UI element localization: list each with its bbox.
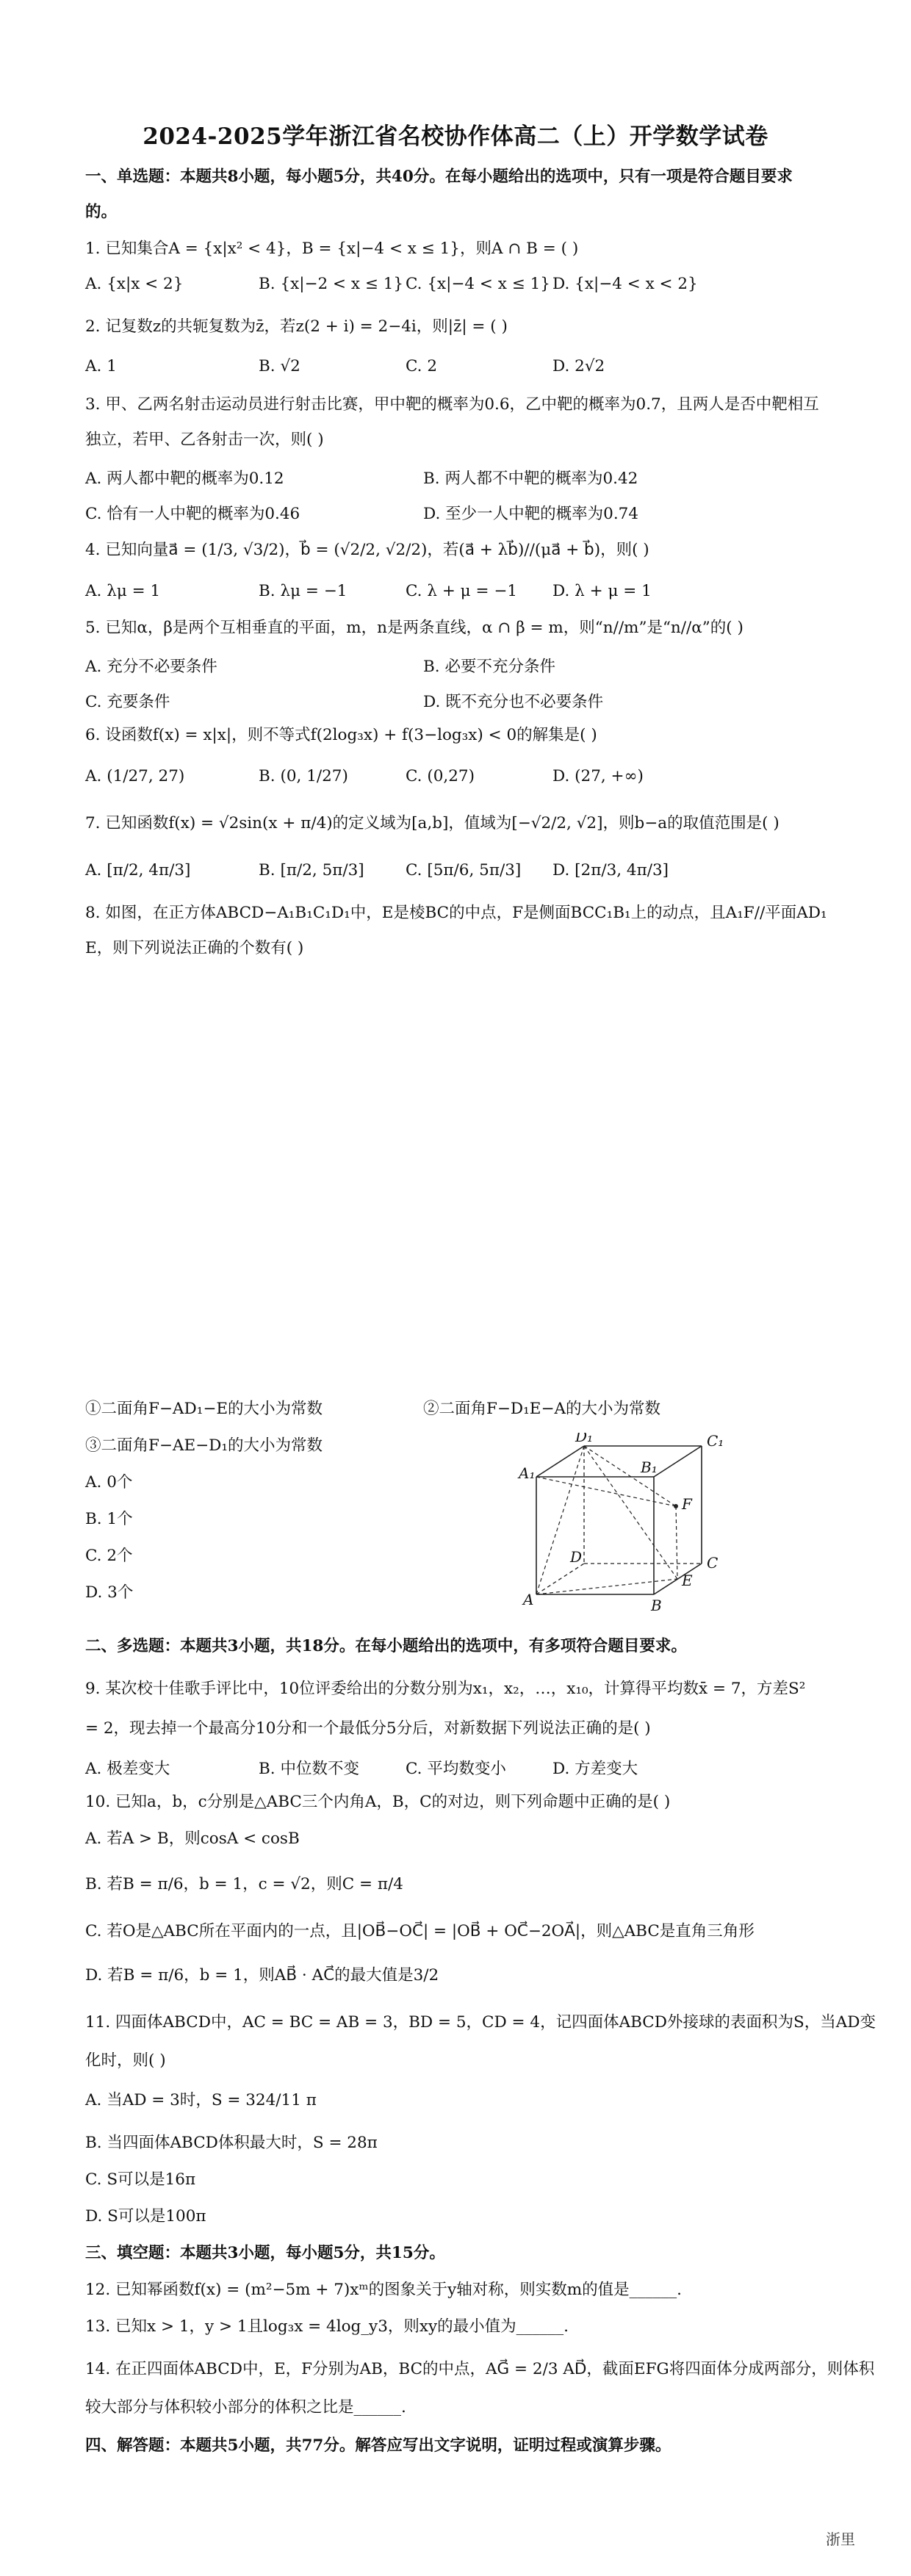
section1-heading-cont: 的。 — [85, 203, 118, 221]
q9-option-c: C. 平均数变小 — [406, 1760, 506, 1778]
label-a: A — [523, 1591, 534, 1608]
line-d1f — [584, 1446, 676, 1506]
label-b: B — [651, 1597, 662, 1614]
cube-figure — [514, 1433, 779, 1653]
q9-option-d: D. 方差变大 — [552, 1760, 638, 1778]
q4-option-a: A. λμ = 1 — [85, 582, 161, 600]
line-a1f — [536, 1477, 676, 1506]
q1-option-c: C. {x|−4 < x ≤ 1} — [406, 275, 550, 293]
label-c: C — [707, 1554, 719, 1572]
label-e: E — [682, 1572, 693, 1589]
q5-option-c: C. 充要条件 — [85, 693, 170, 711]
q3-option-d: D. 至少一人中靶的概率为0.74 — [423, 505, 639, 523]
q7-option-d: D. [2π/3, 4π/3] — [552, 861, 669, 879]
q3-option-a: A. 两人都中靶的概率为0.12 — [85, 469, 284, 488]
q5-option-d: D. 既不充分也不必要条件 — [423, 693, 604, 711]
q8-option-a: A. 0个 — [85, 1473, 133, 1492]
q11-stem: 11. 四面体ABCD中，AC = BC = AB = 3，BD = 5，CD = 4，记四面体ABCD外接球的表面积为S，当AD变 — [85, 2013, 876, 2032]
label-a1: A₁ — [519, 1464, 536, 1482]
q3-option-b: B. 两人都不中靶的概率为0.42 — [423, 469, 638, 488]
q2-option-d: D. 2√2 — [552, 357, 605, 375]
q5-option-a: A. 充分不必要条件 — [85, 658, 217, 676]
q7-option-a: A. [π/2, 4π/3] — [85, 861, 191, 879]
line-fe — [676, 1506, 677, 1579]
q9-stem-cont: = 2，现去掉一个最高分10分和一个最低分5分后，对新数据下列说法正确的是( ) — [85, 1719, 651, 1738]
q12-stem: 12. 已知幂函数f(x) = (m²−5m + 7)xᵐ的图象关于y轴对称，则实数m的值是______. — [85, 2281, 682, 2299]
q1-option-d: D. {x|−4 < x < 2} — [552, 275, 698, 293]
q2-option-c: C. 2 — [406, 357, 438, 375]
line-ae — [536, 1579, 677, 1594]
q9-option-b: B. 中位数不变 — [259, 1760, 359, 1778]
q4-option-d: D. λ + μ = 1 — [552, 582, 652, 600]
line-d1e — [584, 1446, 677, 1579]
q4-stem: 4. 已知向量a⃗ = (1/3, √3/2)，b⃗ = (√2/2, √2/2)，若(a⃗ + λb⃗)//(μa⃗ + b⃗)，则( ) — [85, 541, 649, 559]
q3-option-c: C. 恰有一人中靶的概率为0.46 — [85, 505, 300, 523]
label-f: F — [682, 1495, 692, 1513]
q11-option-b: B. 当四面体ABCD体积最大时，S = 28π — [85, 2134, 378, 2152]
q10-option-c: C. 若O是△ABC所在平面内的一点，且|OB⃗−OC⃗| = |OB⃗ + OC⃗−2OA⃗|，则△ABC是直角三角形 — [85, 1922, 755, 1940]
q7-stem: 7. 已知函数f(x) = √2sin(x + π/4)的定义域为[a,b]，值域为[−√2/2, √2]，则b−a的取值范围是( ) — [85, 814, 779, 832]
q1-option-a: A. {x|x < 2} — [85, 275, 184, 293]
label-c1: C₁ — [707, 1433, 724, 1450]
q2-option-b: B. √2 — [259, 357, 300, 375]
q5-option-b: B. 必要不充分条件 — [423, 658, 555, 676]
q8-option-b: B. 1个 — [85, 1510, 133, 1528]
q8-stem: 8. 如图，在正方体ABCD−A₁B₁C₁D₁中，E是棱BC的中点，F是侧面BCC₁B₁上的动点，且A₁F//平面AD₁ — [85, 904, 827, 922]
q8-stem-cont: E，则下列说法正确的个数有( ) — [85, 939, 304, 957]
q8-statement-3: ③二面角F−AE−D₁的大小为常数 — [85, 1436, 323, 1455]
section1-heading: 一、单选题：本题共8小题，每小题5分，共40分。在每小题给出的选项中，只有一项是符合题目要求 — [85, 168, 793, 186]
label-b1: B₁ — [641, 1458, 658, 1476]
edge-b1c1 — [654, 1446, 702, 1477]
q9-stem: 9. 某次校十佳歌手评比中，10位评委给出的分数分别为x₁，x₂，…，x₁₀，计算得平均数x̄ = 7，方差S² — [85, 1680, 806, 1698]
q8-option-d: D. 3个 — [85, 1583, 134, 1602]
label-d1: D₁ — [575, 1433, 594, 1445]
q2-option-a: A. 1 — [85, 357, 117, 375]
section2-heading: 二、多选题：本题共3小题，共18分。在每小题给出的选项中，有多项符合题目要求。 — [85, 1637, 687, 1655]
section4-heading: 四、解答题：本题共5小题，共77分。解答应写出文字说明，证明过程或演算步骤。 — [85, 2436, 671, 2455]
q3-stem: 3. 甲、乙两名射击运动员进行射击比赛，甲中靶的概率为0.6，乙中靶的概率为0.7，且两人是否中靶相互 — [85, 395, 819, 414]
q7-option-b: B. [π/2, 5π/3] — [259, 861, 364, 879]
q11-option-d: D. S可以是100π — [85, 2207, 206, 2226]
q8-option-c: C. 2个 — [85, 1547, 133, 1565]
q6-option-a: A. (1/27, 27) — [85, 767, 185, 785]
q11-option-a: A. 当AD = 3时，S = 324/11 π — [85, 2091, 317, 2109]
q1-stem: 1. 已知集合A = {x|x² < 4}，B = {x|−4 < x ≤ 1}，则A ∩ B = ( ) — [85, 240, 579, 258]
q11-option-c: C. S可以是16π — [85, 2170, 196, 2189]
q10-option-b: B. 若B = π/6，b = 1，c = √2，则C = π/4 — [85, 1875, 403, 1893]
q6-stem: 6. 设函数f(x) = x|x|，则不等式f(2log₃x) + f(3−log₃x) < 0的解集是( ) — [85, 726, 597, 744]
q9-option-a: A. 极差变大 — [85, 1760, 170, 1778]
q6-option-c: C. (0,27) — [406, 767, 475, 785]
q7-option-c: C. [5π/6, 5π/3] — [406, 861, 522, 879]
q13-stem: 13. 已知x > 1，y > 1且log₃x = 4log_y3，则xy的最小值为______. — [85, 2317, 569, 2336]
page-footer: 浙里 — [826, 2530, 855, 2548]
q10-stem: 10. 已知a，b，c分别是△ABC三个内角A，B，C的对边，则下列命题中正确的是( ) — [85, 1793, 671, 1811]
q1-option-b: B. {x|−2 < x ≤ 1} — [259, 275, 404, 293]
section3-heading: 三、填空题：本题共3小题，每小题5分，共15分。 — [85, 2244, 445, 2262]
q10-option-a: A. 若A > B，则cosA < cosB — [85, 1830, 300, 1848]
label-d: D — [570, 1548, 583, 1566]
q14-stem-cont: 较大部分与体积较小部分的体积之比是______. — [85, 2398, 406, 2417]
q8-statement-1: ①二面角F−AD₁−E的大小为常数 — [85, 1400, 323, 1418]
q4-option-b: B. λμ = −1 — [259, 582, 348, 600]
edge-bc — [654, 1564, 702, 1594]
q2-stem: 2. 记复数z的共轭复数为z̄，若z(2 + i) = 2−4i，则|z̄| = ( ) — [85, 317, 508, 336]
line-d1a — [536, 1446, 584, 1594]
point-f — [674, 1504, 678, 1508]
cube-diagram — [514, 1433, 779, 1653]
edge-a1d1 — [536, 1446, 584, 1477]
q11-stem-cont: 化时，则( ) — [85, 2051, 166, 2070]
q4-option-c: C. λ + μ = −1 — [406, 582, 518, 600]
q3-stem-cont: 独立，若甲、乙各射击一次，则( ) — [85, 431, 324, 449]
q14-stem: 14. 在正四面体ABCD中，E，F分别为AB，BC的中点，AG⃗ = 2/3 AD⃗，截面EFG将四面体分成两部分，则体积 — [85, 2360, 875, 2378]
q10-option-d: D. 若B = π/6，b = 1，则AB⃗ · AC⃗的最大值是3/2 — [85, 1966, 439, 1985]
exam-title: 2024-2025学年浙江省名校协作体高二（上）开学数学试卷 — [143, 123, 768, 150]
q8-statement-2: ②二面角F−D₁E−A的大小为常数 — [423, 1400, 661, 1418]
q5-stem: 5. 已知α，β是两个互相垂直的平面，m，n是两条直线，α ∩ β = m，则“n//m”是“n//α”的( ) — [85, 619, 743, 637]
q6-option-b: B. (0, 1/27) — [259, 767, 348, 785]
q6-option-d: D. (27, +∞) — [552, 767, 644, 785]
